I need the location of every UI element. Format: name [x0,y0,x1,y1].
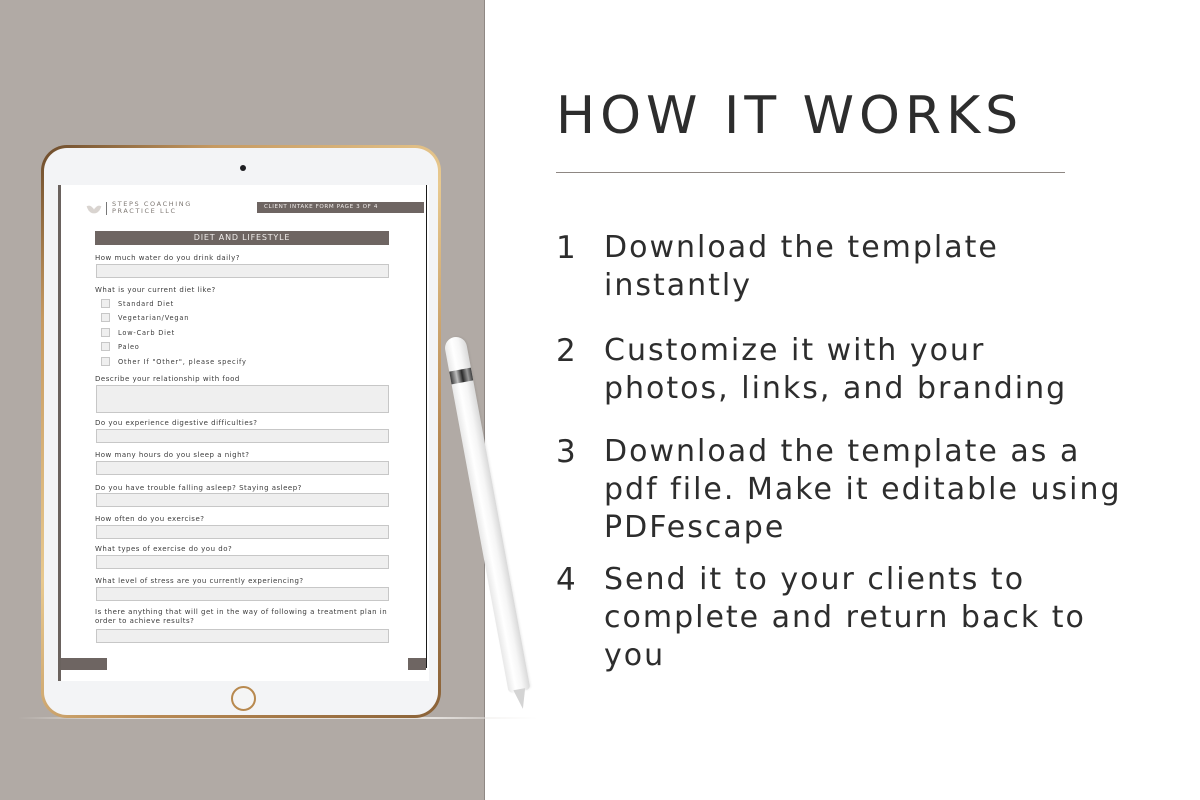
logo-line-2: PRACTICE LLC [112,207,177,215]
checkbox[interactable] [101,357,110,366]
camera-icon [240,165,246,171]
home-button-icon [231,686,256,711]
question-obstacles: Is there anything that will get in the way of following a treatment plan in order to achieve results? [95,608,388,625]
tablet-bezel [44,148,438,715]
section-title: DIET AND LIFESTYLE [95,231,389,245]
page-edge-right [426,185,427,668]
step-number: 3 [556,434,576,470]
digestive-input[interactable] [96,429,389,443]
question-sleep-trouble: Do you have trouble falling asleep? Staying asleep? [95,484,302,492]
title-divider [556,172,1065,173]
tablet-mockup [41,145,441,718]
exercise-types-input[interactable] [96,555,389,569]
obstacles-input[interactable] [96,629,389,643]
step-2 [556,332,1116,408]
water-input[interactable] [96,264,389,278]
logo-text [112,201,192,215]
step-text: Send it to your clients to complete and return back to you [604,562,1086,673]
logo-divider [106,202,107,215]
checkbox[interactable] [101,299,110,308]
sleep-trouble-input[interactable] [96,493,389,507]
step-text: Download the template as a pdf file. Make it editable using PDFescape [604,434,1122,545]
step-text: Customize it with your photos, links, and branding [604,333,1068,406]
diet-option-low-carb[interactable]: Low-Carb Diet [101,328,175,337]
diet-option-other[interactable]: Other If "Other", please specify [101,357,247,366]
company-logo [88,201,192,215]
step-1 [556,229,1076,305]
question-exercise-types: What types of exercise do you do? [95,545,233,553]
question-relationship: Describe your relationship with food [95,375,240,383]
page-title: HOW IT WORKS [556,86,1024,146]
pencil-tip [513,688,528,710]
diet-option-paleo[interactable]: Paleo [101,342,140,351]
diet-option-vegetarian[interactable]: Vegetarian/Vegan [101,313,189,322]
step-number: 2 [556,333,576,369]
step-number: 4 [556,562,576,598]
step-number: 1 [556,230,576,266]
leaf-logo-icon [88,202,102,214]
sleep-hours-input[interactable] [96,461,389,475]
question-stress: What level of stress are you currently experiencing? [95,577,304,585]
step-4 [556,561,1146,675]
step-3 [556,433,1136,547]
question-digestive: Do you experience digestive difficulties? [95,419,258,427]
question-diet: What is your current diet like? [95,286,216,294]
logo-line-1: STEPS COACHING [112,200,192,208]
stress-input[interactable] [96,587,389,601]
question-sleep-hours: How many hours do you sleep a night? [95,451,250,459]
footer-bar-right [408,658,426,670]
relationship-input[interactable] [96,385,389,413]
checkbox[interactable] [101,328,110,337]
tablet-screen [58,185,429,681]
checkbox[interactable] [101,313,110,322]
question-exercise-frequency: How often do you exercise? [95,515,205,523]
diet-option-standard[interactable]: Standard Diet [101,299,174,308]
footer-bar-left [61,658,107,670]
exercise-frequency-input[interactable] [96,525,389,539]
page-indicator: CLIENT INTAKE FORM PAGE 3 OF 4 [257,202,424,213]
checkbox[interactable] [101,342,110,351]
question-water: How much water do you drink daily? [95,254,240,262]
page-edge-left [58,185,61,681]
step-text: Download the template instantly [604,230,999,303]
